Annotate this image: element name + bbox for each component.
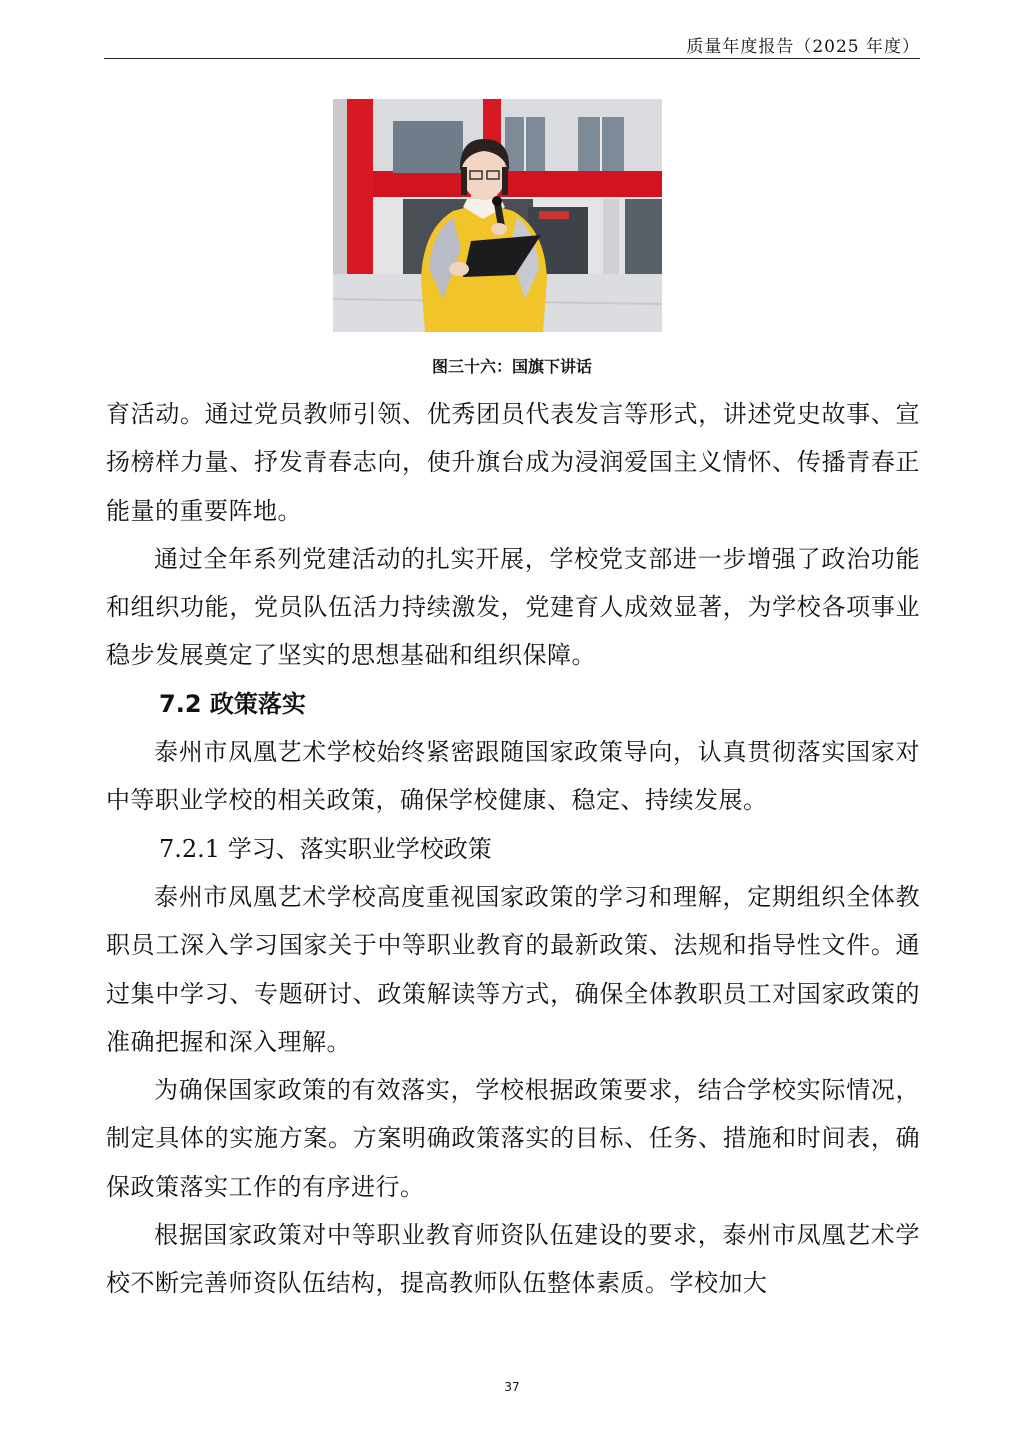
figure-caption: 图三十六：国旗下讲话 — [431, 357, 592, 376]
paragraph-party-building-summary: 通过全年系列党建活动的扎实开展，学校党支部进一步增强了政治功能和组织功能，党员队伍活力持续激发，党建育人成效显著，为学校各项事业稳步发展奠定了坚实的思想基础和组织保障。 — [106, 544, 920, 670]
subsection-heading-7-2-1: 7.2.1 学习、落实职业学校政策 — [159, 834, 492, 863]
paragraph-policy-intro: 泰州市凤凰艺术学校始终紧密跟随国家政策导向，认真贯彻落实国家对中等职业学校的相关政策，确保学校健康、稳定、持续发展。 — [106, 738, 920, 815]
page-number: 37 — [504, 1380, 520, 1394]
paragraph-continuation: 育活动。通过党员教师引领、优秀团员代表发言等形式，讲述党史故事、宣扬榜样力量、抒发青春志向，使升旗台成为浸润爱国主义情怀、传播青春正能量的重要阵地。 — [106, 400, 920, 525]
report-header-title: 质量年度报告（2025 年度） — [686, 37, 920, 57]
header-divider — [104, 58, 920, 59]
paragraph-policy-study: 泰州市凤凰艺术学校高度重视国家政策的学习和理解，定期组织全体教职员工深入学习国家关于中等职业教育的最新政策、法规和指导性文件。通过集中学习、专题研讨、政策解读等方式，确保全体教职员工对国家政策的准确把握和深入理解。 — [106, 882, 920, 1056]
speech-photo-illustration — [333, 99, 662, 332]
paragraph-teacher-team: 根据国家政策对中等职业教育师资队伍建设的要求，泰州市凤凰艺术学校不断完善师资队伍结构，提高教师队伍整体素质。学校加大 — [106, 1221, 920, 1298]
paragraph-policy-implementation: 为确保国家政策的有效落实，学校根据政策要求，结合学校实际情况，制定具体的实施方案。方案明确政策落实的目标、任务、措施和时间表，确保政策落实工作的有序进行。 — [106, 1076, 920, 1201]
section-heading-7-2: 7.2 政策落实 — [159, 689, 306, 718]
report-body — [106, 390, 920, 1308]
speech-photo — [333, 99, 662, 332]
